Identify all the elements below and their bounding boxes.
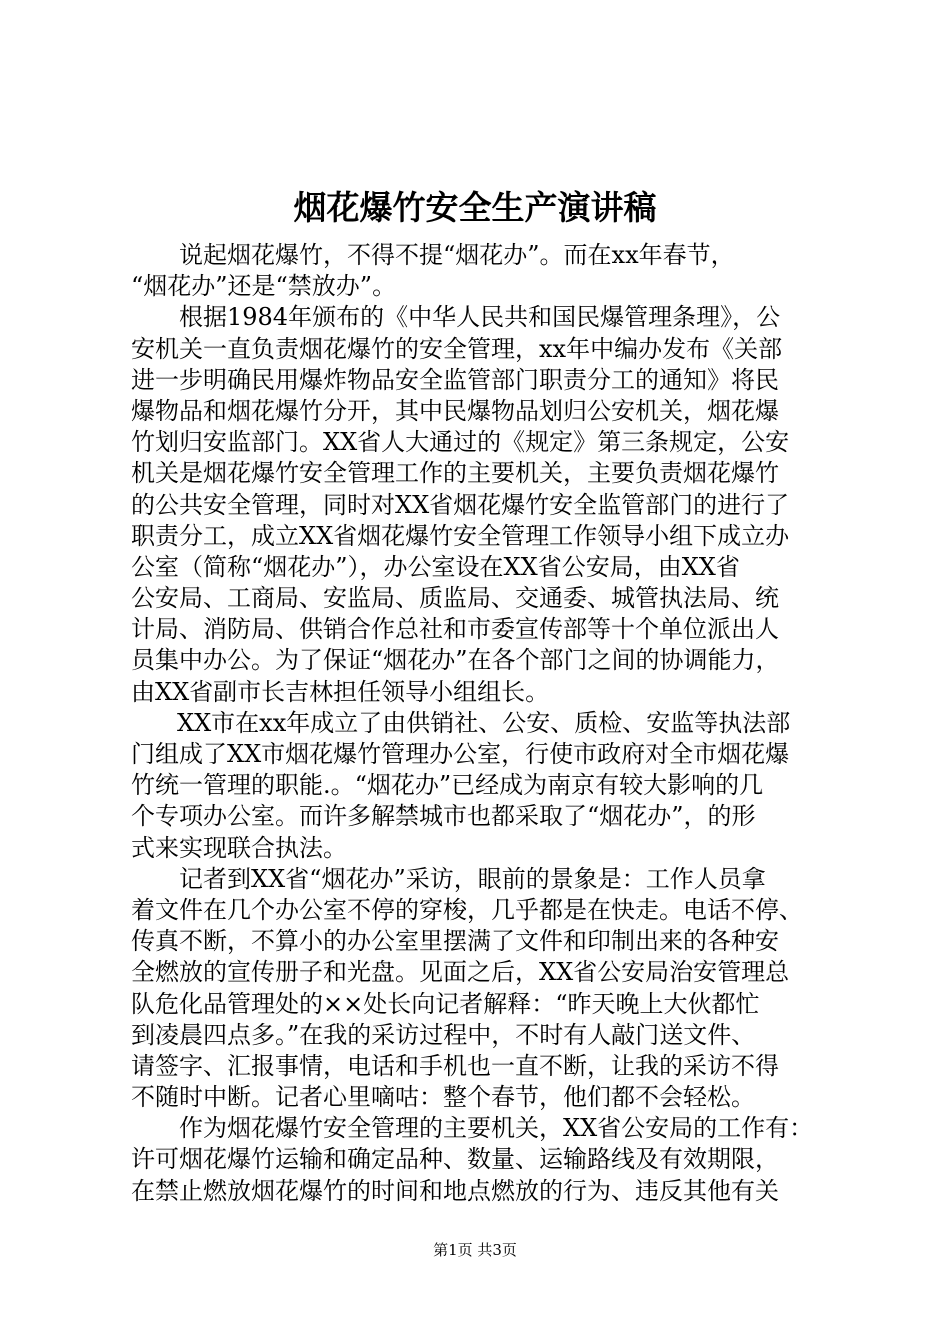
paragraph-line: 职责分工，成立XX省烟花爆竹安全管理工作领导小组下成立办 — [131, 521, 790, 550]
paragraph-line: 记者到XX省“烟花办”采访，眼前的景象是：工作人员拿 — [179, 864, 766, 893]
paragraph-line: 进一步明确民用爆炸物品安全监管部门职责分工的通知》将民 — [131, 365, 779, 394]
paragraph-line: 许可烟花爆竹运输和确定品种、数量、运输路线及有效期限， — [131, 1145, 779, 1174]
document-body — [131, 240, 831, 1207]
paragraph-1 — [131, 240, 831, 302]
paragraph-line: 门组成了XX市烟花爆竹管理办公室，行使市政府对全市烟花爆 — [131, 740, 790, 768]
document-title: 烟花爆竹安全生产演讲稿 — [293, 188, 657, 227]
paragraph-2 — [131, 302, 831, 707]
paragraph-line: 请签字、汇报事情，电话和手机也一直不断，让我的采访不得 — [131, 1051, 779, 1080]
page-number-footer: 第1页 共3页 — [433, 1241, 517, 1259]
paragraph-line: 员集中办公。为了保证“烟花办”在各个部门之间的协调能力， — [131, 646, 780, 675]
paragraph-line: 着文件在几个办公室不停的穿梭，几乎都是在快走。电话不停、 — [131, 895, 803, 924]
paragraph-line: 竹划归安监部门。XX省人大通过的《规定》第三条规定，公安 — [131, 428, 790, 457]
paragraph-line: XX市在xx年成立了由供销社、公安、质检、安监等执法部 — [177, 708, 791, 737]
paragraph-line: 队危化品管理处的××处长向记者解释：“昨天晚上大伙都忙 — [131, 989, 760, 1018]
paragraph-line: 机关是烟花爆竹安全管理工作的主要机关，主要负责烟花爆竹 — [131, 459, 779, 488]
paragraph-line: 公安局、工商局、安监局、质监局、交通委、城管执法局、统 — [131, 584, 779, 613]
paragraph-line: 说起烟花爆竹，不得不提“烟花办”。而在xx年春节， — [179, 241, 735, 269]
paragraph-line: 在禁止燃放烟花爆竹的时间和地点燃放的行为、违反其他有关 — [131, 1176, 779, 1205]
paragraph-line: 安机关一直负责烟花爆竹的安全管理，xx年中编办发布《关部 — [131, 334, 783, 363]
paragraph-line: 个专项办公室。而许多解禁城市也都采取了“烟花办”，的形 — [131, 802, 756, 831]
paragraph-4 — [131, 864, 831, 1114]
paragraph-line: 全燃放的宣传册子和光盘。见面之后，XX省公安局治安管理总 — [131, 958, 790, 987]
paragraph-line: 根据1984年颁布的《中华人民共和国民爆管理条理》，公 — [179, 303, 781, 332]
paragraph-3 — [131, 708, 831, 864]
paragraph-line: 不随时中断。记者心里嘀咕：整个春节，他们都不会轻松。 — [131, 1083, 755, 1112]
paragraph-line: 由XX省副市长吉林担任领导小组组长。 — [131, 677, 550, 706]
paragraph-line: 式来实现联合执法。 — [131, 833, 347, 862]
paragraph-line: 到凌晨四点多。”在我的采访过程中，不时有人敲门送文件、 — [131, 1020, 756, 1049]
paragraph-5 — [131, 1113, 831, 1207]
paragraph-line: 作为烟花爆竹安全管理的主要机关，XX省公安局的工作有： — [179, 1114, 814, 1143]
paragraph-line: 爆物品和烟花爆竹分开，其中民爆物品划归公安机关，烟花爆 — [131, 396, 779, 425]
paragraph-line: 的公共安全管理，同时对XX省烟花爆竹安全监管部门的进行了 — [131, 490, 790, 519]
paragraph-line: 计局、消防局、供销合作总社和市委宣传部等十个单位派出人 — [131, 615, 779, 644]
paragraph-line: 公室（简称“烟花办”），办公室设在XX省公安局，由XX省 — [131, 552, 740, 581]
paragraph-line: 传真不断，不算小的办公室里摆满了文件和印制出来的各种安 — [131, 927, 779, 956]
paragraph-line: 竹统一管理的职能.。“烟花办”已经成为南京有较大影响的几 — [131, 771, 764, 800]
paragraph-line: “烟花办”还是“禁放办”。 — [131, 272, 397, 301]
